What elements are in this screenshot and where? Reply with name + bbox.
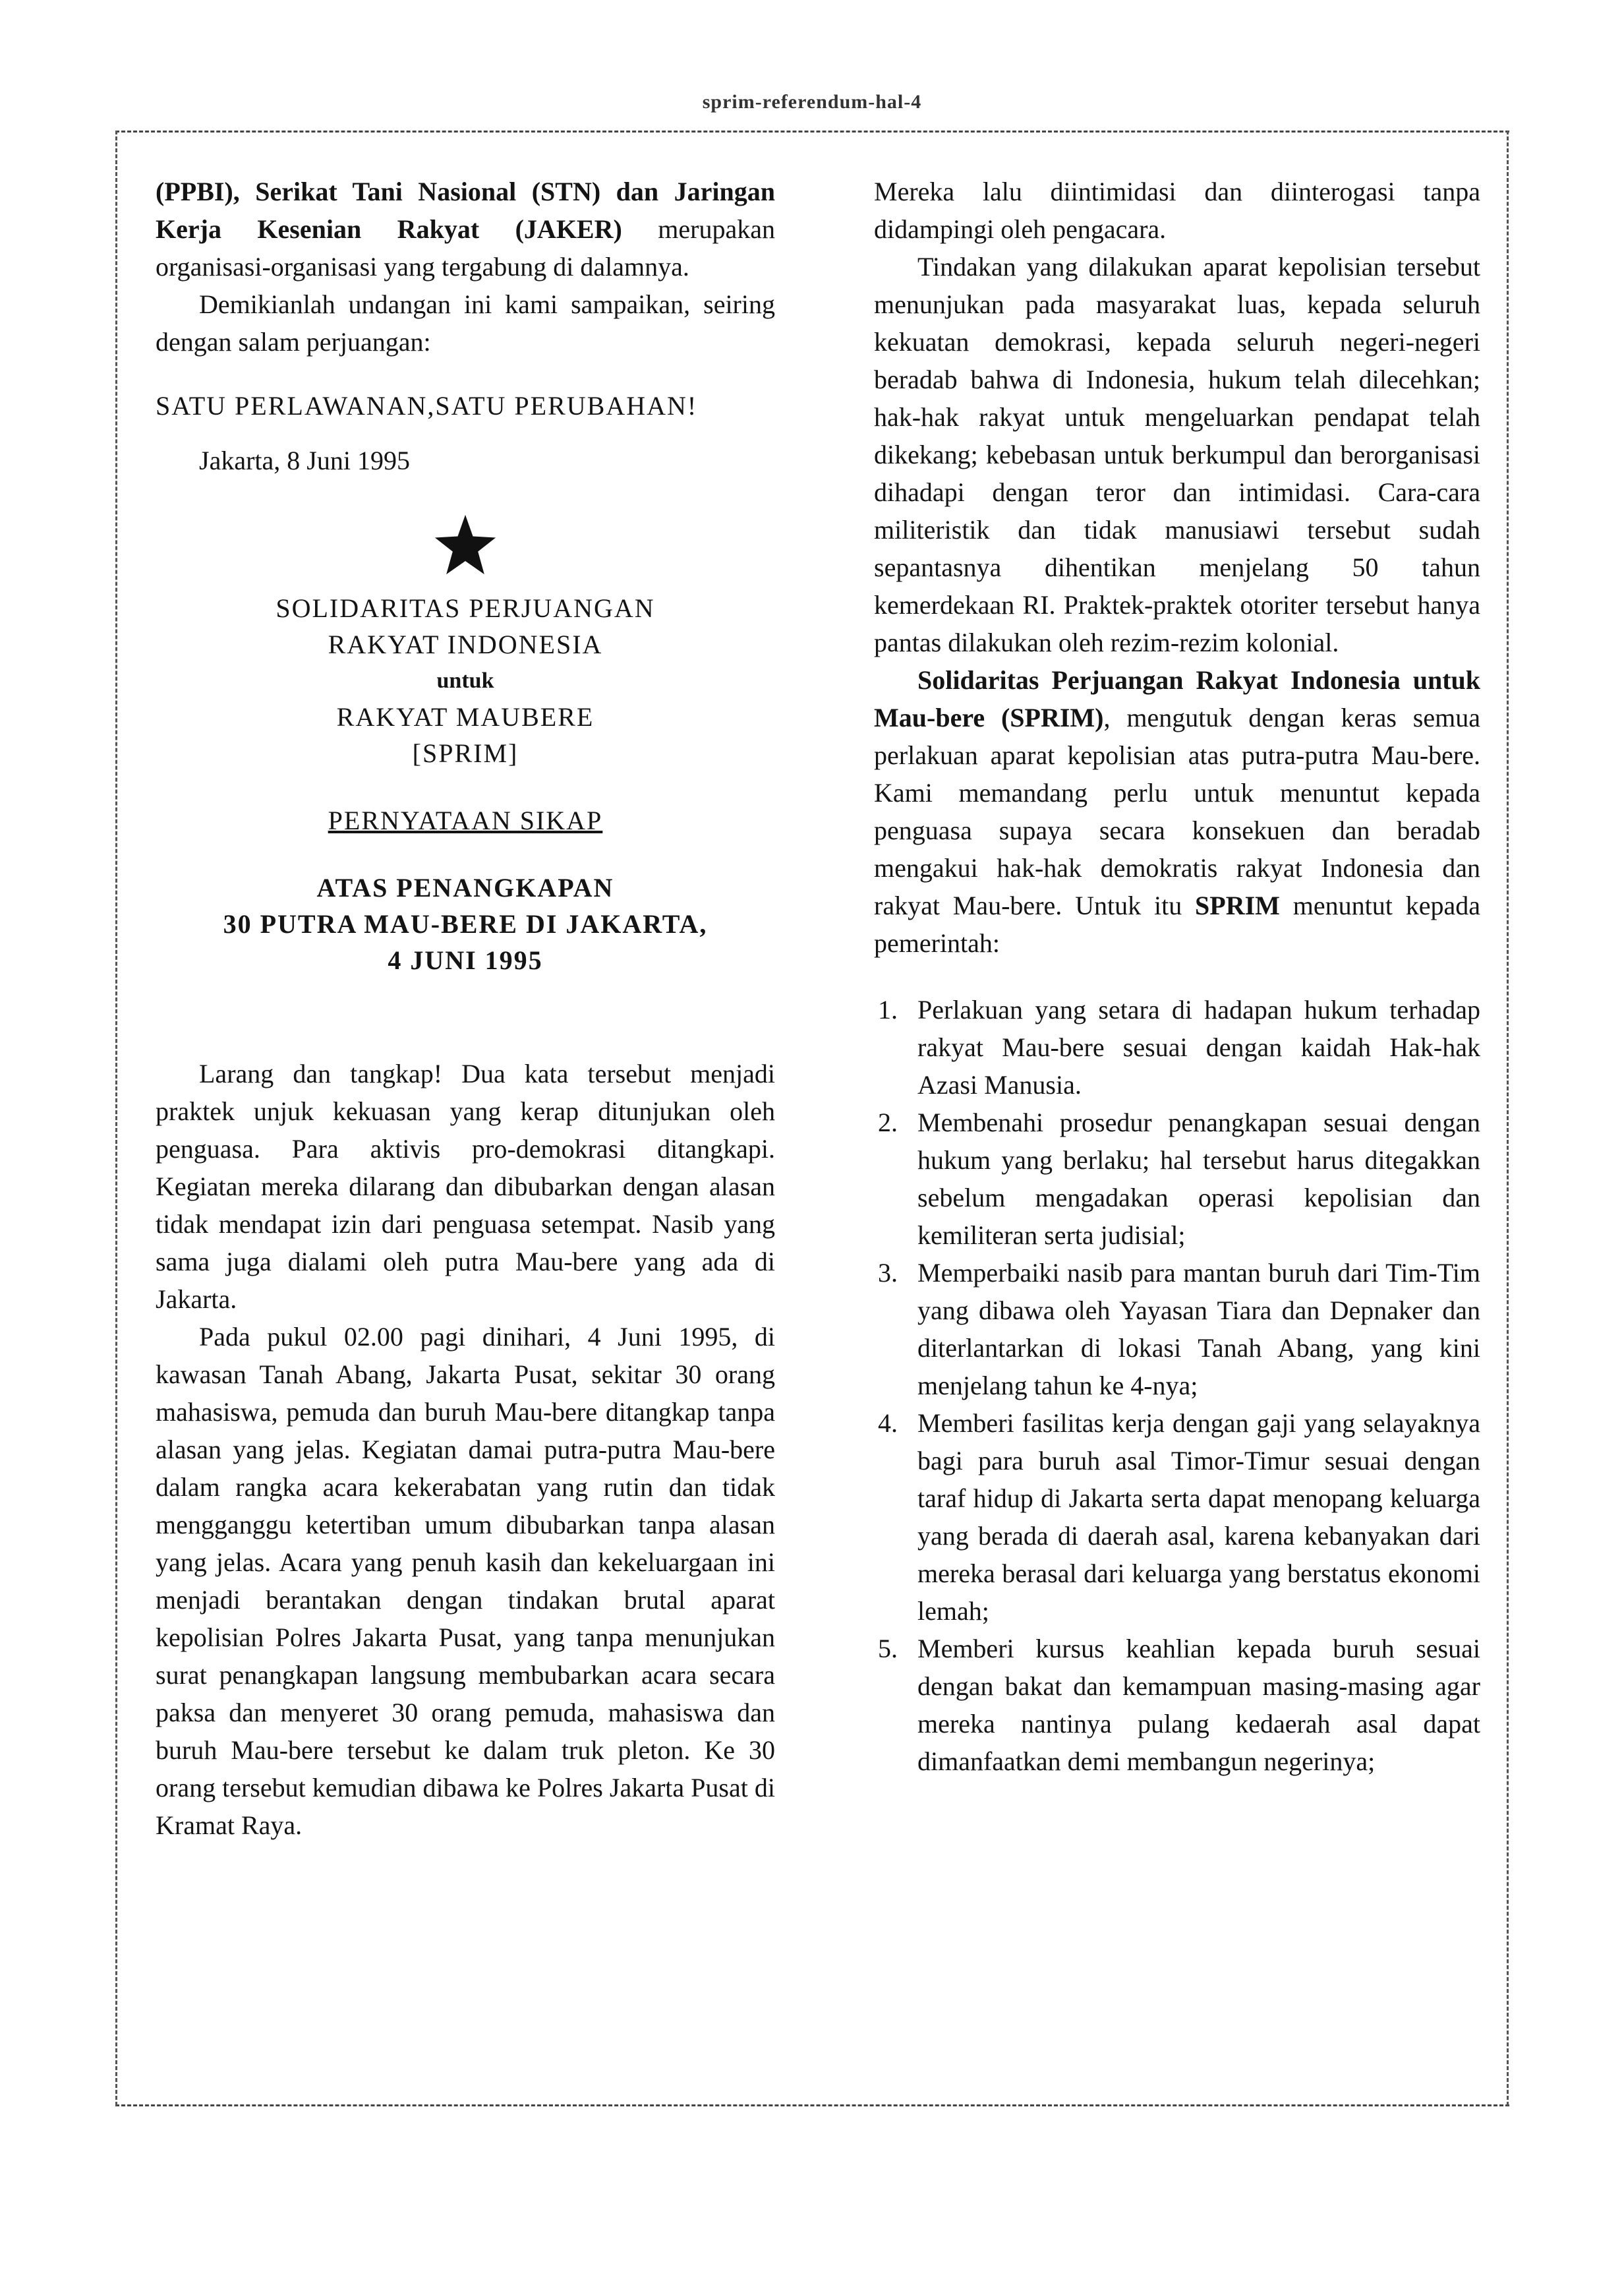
list-item bbox=[874, 1630, 1480, 1780]
body-paragraph-2: Pada pukul 02.00 pagi dinihari, 4 Juni 1995, di kawasan Tanah Abang, Jakarta Pusat, sekitar 30 orang mahasiswa, pemuda dan buruh Mau-bere ditangkap tanpa alasan yang jelas. Kegiatan damai putra-putra Mau-bere dalam rangka acara kekerabatan yang rutin dan tidak mengganggu ketertiban umum dibubarkan tanpa alasan yang jelas. Acara yang penuh kasih dan kekeluargaan ini menjadi berantakan dengan tindakan brutal aparat kepolisian Polres Jakarta Pusat, yang tanpa menunjukan surat penangkapan langsung membubarkan acara secara paksa dan menyeret 30 orang pemuda, mahasiswa dan buruh Mau-bere tersebut ke dalam truk pleton. Ke 30 orang tersebut kemudian dibawa ke Polres Jakarta Pusat di Kramat Raya. bbox=[156, 1322, 775, 1840]
org-line-5: [SPRIM] bbox=[412, 738, 519, 768]
list-item-number: 1. bbox=[878, 995, 898, 1025]
list-item-text: Memberi kursus keahlian kepada buruh sesuai dengan bakat dan kemampuan masing-masing agar mereka nantinya pulang kedaerah asal dapat dimanfaatkan demi membangun negerinya; bbox=[917, 1634, 1480, 1776]
list-item-text: Memperbaiki nasib para mantan buruh dari Tim-Tim yang dibawa oleh Yayasan Tiara dan Depnaker dan diterlantarkan di lokasi Tanah Abang, yang kini menjelang tahun ke 4-nya; bbox=[917, 1258, 1480, 1400]
body-paragraph-1: Larang dan tangkap! Dua kata tersebut menjadi praktek unjuk kekuasan yang kerap ditunjukan oleh penguasa. Para aktivis pro-demokrasi ditangkapi. Kegiatan mereka dilarang dan dibubarkan dengan alasan tidak mendapat izin dari penguasa setempat. Nasib yang sama juga dialami oleh putra Mau-bere yang ada di Jakarta. bbox=[156, 1059, 775, 1314]
intro-paragraph bbox=[156, 173, 775, 285]
star-icon bbox=[434, 514, 497, 577]
right-paragraph-3-text-a: , mengutuk dengan keras semua perlakuan aparat kepolisian atas putra-putra Mau-bere. Kami memandang perlu untuk menuntut kepada penguasa supaya secara konsekuen dan beradab mengakui hak-hak demokratis rakyat Indonesia dan rakyat Mau-bere. Untuk itu bbox=[874, 703, 1480, 920]
statement-title: PERNYATAAN SIKAP bbox=[328, 806, 603, 835]
right-column bbox=[874, 173, 1480, 1780]
list-item-number: 4. bbox=[878, 1408, 898, 1438]
list-item bbox=[874, 1404, 1480, 1630]
list-item-number: 5. bbox=[878, 1634, 898, 1663]
page-header: sprim-referendum-hal-4 bbox=[702, 91, 922, 113]
statement-subtitle-line-2: 30 PUTRA MAU-BERE DI JAKARTA, bbox=[223, 909, 708, 939]
statement-subtitle-line-1: ATAS PENANGKAPAN bbox=[316, 873, 614, 903]
list-item bbox=[874, 991, 1480, 1104]
list-item bbox=[874, 1254, 1480, 1404]
org-line-3: untuk bbox=[436, 669, 494, 693]
frame-border-left bbox=[115, 131, 117, 2106]
closing-paragraph: Demikianlah undangan ini kami sampaikan, seiring dengan salam perjuangan: bbox=[156, 289, 775, 357]
list-item-text: Memberi fasilitas kerja dengan gaji yang selayaknya bagi para buruh asal Timor-Timur sesuai dengan taraf hidup di Jakarta serta dapat menopang keluarga yang berada di daerah asal, karena kebanyakan dari mereka berasal dari keluarga yang berstatus ekonomi lemah; bbox=[917, 1408, 1480, 1626]
frame-border-bottom bbox=[115, 2104, 1509, 2106]
list-item-number: 3. bbox=[878, 1258, 898, 1288]
left-column bbox=[156, 173, 775, 1844]
right-paragraph-1: Mereka lalu diintimidasi dan diinterogasi tanpa didampingi oleh pengacara. bbox=[874, 177, 1480, 244]
demands-list bbox=[874, 991, 1480, 1780]
right-paragraph-3 bbox=[874, 661, 1480, 962]
intro-rest-text: merupakan organisasi-organisasi yang tergabung di dalamnya. bbox=[156, 214, 775, 282]
list-item-number: 2. bbox=[878, 1108, 898, 1137]
list-item-text: Membenahi prosedur penangkapan sesuai dengan hukum yang berlaku; hal tersebut harus ditegakkan sebelum mengadakan operasi kepolisian dan kemiliteran serta judisial; bbox=[917, 1108, 1480, 1250]
org-line-1: SOLIDARITAS PERJUANGAN bbox=[276, 593, 655, 623]
statement-subtitle-line-3: 4 JUNI 1995 bbox=[388, 945, 543, 975]
sprim-name-bold: Solidaritas Perjuangan Rakyat Indonesia untuk Mau-bere (SPRIM) bbox=[874, 665, 1480, 732]
place-date: Jakarta, 8 Juni 1995 bbox=[199, 446, 410, 475]
org-line-2: RAKYAT INDONESIA bbox=[328, 630, 603, 659]
right-paragraph-3-text-b: menuntut kepada pemerintah: bbox=[874, 891, 1480, 958]
list-item bbox=[874, 1104, 1480, 1254]
right-paragraph-2: Tindakan yang dilakukan aparat kepolisian tersebut menunjukan pada masyarakat luas, kepada seluruh kekuatan demokrasi, kepada seluruh negeri-negeri beradab bahwa di Indonesia, hukum telah dilecehkan; hak-hak rakyat untuk mengeluarkan pendapat telah dikekang; kebebasan untuk berkumpul dan berorganisasi dihadapi dengan teror dan intimidasi. Cara-cara militeristik dan tidak manusiawi tersebut sudah sepantasnya dihentikan menjelang 50 tahun kemerdekaan RI. Praktek-praktek otoriter tersebut hanya pantas dilakukan oleh rezim-rezim kolonial. bbox=[874, 252, 1480, 657]
intro-bold-text: (PPBI), Serikat Tani Nasional (STN) dan Jaringan Kerja Kesenian Rakyat (JAKER) bbox=[156, 177, 775, 244]
organization-block bbox=[156, 590, 775, 771]
frame-border-right bbox=[1507, 131, 1509, 2106]
sprim-bold: SPRIM bbox=[1195, 891, 1280, 920]
list-item-text: Perlakuan yang setara di hadapan hukum terhadap rakyat Mau-bere sesuai dengan kaidah Hak-hak Azasi Manusia. bbox=[917, 995, 1480, 1100]
frame-border-top bbox=[115, 131, 1509, 133]
statement-subtitle bbox=[156, 870, 775, 978]
org-line-4: RAKYAT MAUBERE bbox=[336, 702, 594, 732]
motto: SATU PERLAWANAN,SATU PERUBAHAN! bbox=[156, 391, 698, 421]
